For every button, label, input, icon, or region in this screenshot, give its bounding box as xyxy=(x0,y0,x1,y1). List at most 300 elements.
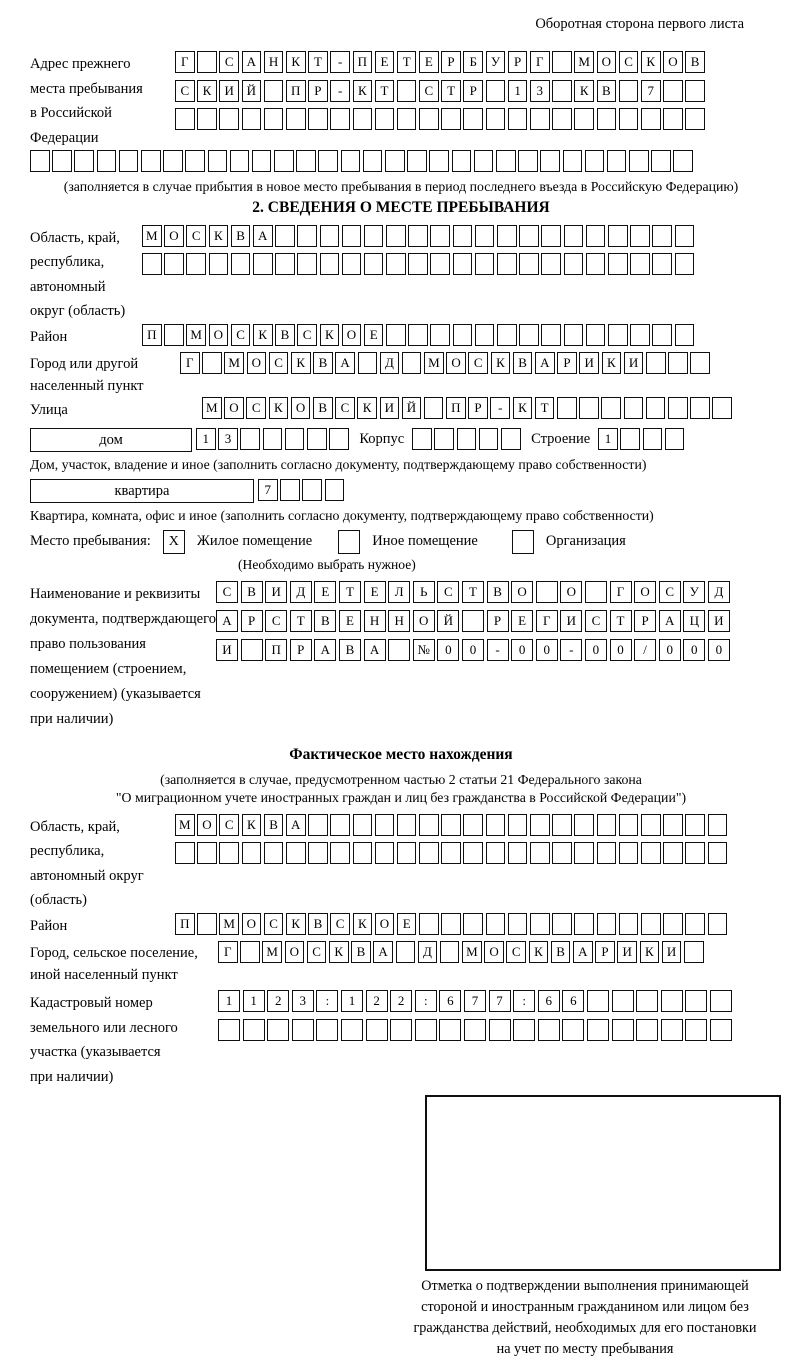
char-box xyxy=(530,913,550,935)
char-box xyxy=(690,352,710,374)
char-box xyxy=(302,479,322,501)
region-rows xyxy=(142,225,772,282)
char-box xyxy=(486,814,506,836)
char-box: К xyxy=(286,51,306,73)
char-box xyxy=(342,253,362,275)
char-box xyxy=(264,80,284,102)
char-box: В xyxy=(685,51,705,73)
char-box: О xyxy=(342,324,362,346)
char-box xyxy=(419,842,439,864)
char-box: 0 xyxy=(437,639,459,661)
char-box: А xyxy=(216,610,238,632)
char-box xyxy=(562,1019,584,1041)
title-document-row-3 xyxy=(216,639,772,661)
char-box xyxy=(710,1019,732,1041)
char-box xyxy=(661,990,683,1012)
char-box: С xyxy=(265,610,287,632)
factual-note-2: "О миграционном учете иностранных граждан и лиц без гражданства в Российской Федерации") xyxy=(115,789,687,805)
char-box: В xyxy=(264,814,284,836)
label-line: в Российской xyxy=(30,105,112,121)
char-box xyxy=(463,842,483,864)
char-box xyxy=(564,225,584,247)
char-box xyxy=(164,324,184,346)
factual-region-row-1 xyxy=(175,814,772,836)
char-box: К xyxy=(242,814,262,836)
char-box xyxy=(652,324,672,346)
stamp-area xyxy=(365,1095,800,1360)
char-box: А xyxy=(364,639,386,661)
char-box xyxy=(364,225,384,247)
char-box xyxy=(52,150,72,172)
char-box: Т xyxy=(375,80,395,102)
char-box xyxy=(330,842,350,864)
char-box xyxy=(646,397,666,419)
char-box xyxy=(375,814,395,836)
char-box xyxy=(375,842,395,864)
char-box xyxy=(275,253,295,275)
stay-type-option-org: Организация xyxy=(545,533,626,549)
factual-district-label: Район xyxy=(30,917,68,934)
char-box xyxy=(297,253,317,275)
char-box: Т xyxy=(535,397,555,419)
char-box xyxy=(564,324,584,346)
char-box xyxy=(630,324,650,346)
char-box: Н xyxy=(388,610,410,632)
char-box xyxy=(519,253,539,275)
label-line: Отметка о подтверждении выполнения принимающей xyxy=(421,1278,749,1294)
char-box xyxy=(612,990,634,1012)
char-box xyxy=(579,397,599,419)
char-box xyxy=(308,108,328,130)
char-box: С xyxy=(585,610,607,632)
char-box xyxy=(264,108,284,130)
char-box: В xyxy=(351,941,371,963)
char-box xyxy=(475,253,495,275)
char-box xyxy=(501,428,521,450)
char-box: В xyxy=(241,581,263,603)
char-box xyxy=(209,253,229,275)
char-box xyxy=(685,913,705,935)
char-box: П xyxy=(265,639,287,661)
char-box xyxy=(297,225,317,247)
char-box: 0 xyxy=(511,639,533,661)
char-box: К xyxy=(269,397,289,419)
char-box xyxy=(341,150,361,172)
char-box: 1 xyxy=(341,990,363,1012)
char-box xyxy=(663,913,683,935)
char-box xyxy=(620,428,640,450)
char-box xyxy=(668,397,688,419)
char-box: В xyxy=(308,913,328,935)
stroenie-label: Строение xyxy=(531,430,591,447)
char-box xyxy=(407,150,427,172)
char-box: И xyxy=(579,352,599,374)
char-box xyxy=(325,479,345,501)
char-box xyxy=(612,1019,634,1041)
char-box xyxy=(557,397,577,419)
char-box xyxy=(274,150,294,172)
char-box: 0 xyxy=(708,639,730,661)
char-box xyxy=(685,80,705,102)
char-box: О xyxy=(511,581,533,603)
house-cells xyxy=(196,428,351,450)
apartment-cells xyxy=(258,479,347,501)
label-line: республика, xyxy=(30,254,105,270)
char-box: Н xyxy=(364,610,386,632)
char-box xyxy=(586,253,606,275)
label-line: автономный округ xyxy=(30,867,144,884)
char-box xyxy=(141,150,161,172)
char-box xyxy=(197,108,217,130)
char-box: А xyxy=(573,941,593,963)
char-box xyxy=(552,80,572,102)
char-box xyxy=(475,225,495,247)
char-box xyxy=(308,814,328,836)
char-box xyxy=(552,108,572,130)
char-box xyxy=(475,324,495,346)
char-box: П xyxy=(142,324,162,346)
char-box: Й xyxy=(402,397,422,419)
char-box xyxy=(363,150,383,172)
char-box xyxy=(452,150,472,172)
char-box: Е xyxy=(397,913,417,935)
label-line: округ (область) xyxy=(30,303,126,319)
factual-city-label xyxy=(30,941,218,986)
char-box xyxy=(440,941,460,963)
char-box xyxy=(412,428,432,450)
char-box: Т xyxy=(290,610,312,632)
title-document-row-1 xyxy=(216,581,772,603)
char-box xyxy=(441,913,461,935)
label-line: Федерации xyxy=(30,129,99,146)
char-box xyxy=(685,990,707,1012)
label-line: на учет по месту пребывания xyxy=(496,1341,674,1357)
char-box xyxy=(538,1019,560,1041)
char-box xyxy=(463,814,483,836)
previous-address-row-1 xyxy=(175,51,772,73)
label-line: Область, край, xyxy=(30,229,120,246)
char-box: В xyxy=(339,639,361,661)
char-box xyxy=(375,108,395,130)
previous-address-rows xyxy=(175,51,772,137)
char-box: О xyxy=(560,581,582,603)
title-document-row-2 xyxy=(216,610,772,632)
char-box xyxy=(316,1019,338,1041)
char-box xyxy=(415,1019,437,1041)
char-box xyxy=(564,253,584,275)
char-box xyxy=(619,108,639,130)
char-box: П xyxy=(446,397,466,419)
previous-address-block xyxy=(30,51,772,150)
char-box xyxy=(286,842,306,864)
char-box xyxy=(286,108,306,130)
char-box xyxy=(341,1019,363,1041)
char-box xyxy=(366,1019,388,1041)
char-box xyxy=(463,913,483,935)
char-box xyxy=(441,814,461,836)
char-box: Д xyxy=(290,581,312,603)
char-box: Р xyxy=(290,639,312,661)
label-line: право пользования xyxy=(30,635,146,652)
char-box xyxy=(462,610,484,632)
char-box xyxy=(330,814,350,836)
char-box: О xyxy=(164,225,184,247)
char-box xyxy=(541,225,561,247)
char-box xyxy=(586,225,606,247)
char-box xyxy=(673,150,693,172)
char-box xyxy=(353,108,373,130)
factual-note-1: (заполняется в случае, предусмотренном частью 2 статьи 21 Федерального закона xyxy=(160,771,642,787)
char-box: И xyxy=(380,397,400,419)
char-box xyxy=(253,253,273,275)
char-box xyxy=(364,253,384,275)
char-box: - xyxy=(330,80,350,102)
char-box: С xyxy=(307,941,327,963)
char-box: Т xyxy=(462,581,484,603)
char-box: К xyxy=(353,80,373,102)
char-box: М xyxy=(424,352,444,374)
label-line: Область, край, xyxy=(30,818,120,835)
char-box xyxy=(457,428,477,450)
char-box xyxy=(530,842,550,864)
label-line: земельного или лесного xyxy=(30,1019,178,1036)
char-box: М xyxy=(186,324,206,346)
char-box xyxy=(641,842,661,864)
char-box: К xyxy=(529,941,549,963)
street-label: Улица xyxy=(30,402,68,418)
char-box: К xyxy=(253,324,273,346)
char-box xyxy=(641,108,661,130)
char-box: Р xyxy=(241,610,263,632)
char-box xyxy=(275,225,295,247)
char-box xyxy=(430,225,450,247)
char-box xyxy=(497,253,517,275)
label-line: Адрес прежнего xyxy=(30,56,131,72)
char-box: Ь xyxy=(413,581,435,603)
char-box: П xyxy=(286,80,306,102)
char-box xyxy=(684,941,704,963)
char-box: О xyxy=(484,941,504,963)
char-box: 0 xyxy=(462,639,484,661)
char-box: Д xyxy=(708,581,730,603)
char-box: А xyxy=(335,352,355,374)
char-box: В xyxy=(487,581,509,603)
region-label xyxy=(30,225,142,324)
char-box: Д xyxy=(418,941,438,963)
char-box: С xyxy=(437,581,459,603)
char-box: М xyxy=(262,941,282,963)
char-box: К xyxy=(320,324,340,346)
char-box xyxy=(508,108,528,130)
char-box xyxy=(386,225,406,247)
char-box: 6 xyxy=(562,990,584,1012)
char-box: Р xyxy=(634,610,656,632)
char-box: С xyxy=(175,80,195,102)
factual-region-block xyxy=(30,814,772,913)
char-box xyxy=(241,639,263,661)
char-box xyxy=(419,913,439,935)
label-line: документа, подтверждающего xyxy=(30,610,216,627)
char-box: Е xyxy=(339,610,361,632)
char-box: В xyxy=(597,80,617,102)
char-box xyxy=(280,479,300,501)
stay-type-option-zhiloe: Жилое помещение xyxy=(196,533,313,549)
char-box: О xyxy=(375,913,395,935)
district-row xyxy=(142,324,772,346)
char-box: Г xyxy=(180,352,200,374)
char-box xyxy=(434,428,454,450)
region-row-2 xyxy=(142,253,772,275)
char-box: 7 xyxy=(489,990,511,1012)
char-box: 1 xyxy=(243,990,265,1012)
char-box: О xyxy=(291,397,311,419)
char-box: - xyxy=(330,51,350,73)
char-box: В xyxy=(313,397,333,419)
char-box xyxy=(463,108,483,130)
char-box: С xyxy=(246,397,266,419)
char-box xyxy=(429,150,449,172)
char-box xyxy=(619,80,639,102)
char-box xyxy=(386,324,406,346)
korpus-cells xyxy=(412,428,523,450)
char-box: 3 xyxy=(292,990,314,1012)
char-box: С xyxy=(619,51,639,73)
char-box xyxy=(385,150,405,172)
char-box: Г xyxy=(218,941,238,963)
char-box xyxy=(320,225,340,247)
char-box: Г xyxy=(536,610,558,632)
char-box xyxy=(329,428,349,450)
char-box: Р xyxy=(441,51,461,73)
char-box xyxy=(486,842,506,864)
checkbox-organizatsiya xyxy=(512,530,534,554)
char-box: В xyxy=(314,610,336,632)
char-box xyxy=(608,225,628,247)
char-box xyxy=(486,913,506,935)
char-box: О xyxy=(224,397,244,419)
label-line: населенный пункт xyxy=(30,378,144,394)
cadastre-row-2 xyxy=(218,1019,772,1041)
char-box: Л xyxy=(388,581,410,603)
label-line: при наличии) xyxy=(30,710,114,727)
char-box xyxy=(285,428,305,450)
char-box xyxy=(574,842,594,864)
char-box: Й xyxy=(437,610,459,632)
char-box xyxy=(119,150,139,172)
char-box: В xyxy=(513,352,533,374)
char-box: С xyxy=(297,324,317,346)
char-box: У xyxy=(683,581,705,603)
char-box xyxy=(574,814,594,836)
char-box xyxy=(439,1019,461,1041)
char-box xyxy=(608,253,628,275)
char-box xyxy=(601,397,621,419)
char-box: О xyxy=(247,352,267,374)
char-box xyxy=(710,990,732,1012)
char-box: С xyxy=(264,913,284,935)
char-box: Г xyxy=(530,51,550,73)
char-box xyxy=(675,324,695,346)
char-box: - xyxy=(560,639,582,661)
factual-city-block xyxy=(30,941,772,986)
char-box: М xyxy=(202,397,222,419)
section2-title: 2. СВЕДЕНИЯ О МЕСТЕ ПРЕБЫВАНИЯ xyxy=(252,198,550,216)
char-box: С xyxy=(330,913,350,935)
char-box: : xyxy=(513,990,535,1012)
char-box xyxy=(464,1019,486,1041)
char-box xyxy=(552,842,572,864)
char-box: Р xyxy=(557,352,577,374)
char-box xyxy=(685,842,705,864)
char-box xyxy=(242,108,262,130)
char-box: С xyxy=(335,397,355,419)
char-box xyxy=(419,108,439,130)
label-line: сооружением) (указывается xyxy=(30,685,201,702)
char-box xyxy=(386,253,406,275)
char-box xyxy=(641,814,661,836)
char-box xyxy=(397,814,417,836)
title-document-block xyxy=(30,581,772,732)
char-box: Е xyxy=(314,581,336,603)
char-box xyxy=(624,397,644,419)
label-line: Город или другой xyxy=(30,356,139,372)
char-box xyxy=(661,1019,683,1041)
char-box: О xyxy=(242,913,262,935)
char-box xyxy=(486,80,506,102)
char-box: К xyxy=(209,225,229,247)
char-box xyxy=(390,1019,412,1041)
char-box: А xyxy=(659,610,681,632)
char-box: Ц xyxy=(683,610,705,632)
stay-type-note: (Необходимо выбрать нужное) xyxy=(238,556,416,572)
char-box: Е xyxy=(364,324,384,346)
char-box xyxy=(240,428,260,450)
char-box xyxy=(231,253,251,275)
char-box: Т xyxy=(441,80,461,102)
char-box xyxy=(486,108,506,130)
apartment-field-label: квартира xyxy=(30,479,254,503)
char-box: К xyxy=(513,397,533,419)
char-box xyxy=(397,842,417,864)
char-box: О xyxy=(197,814,217,836)
char-box xyxy=(636,1019,658,1041)
house-field-label: дом xyxy=(30,428,192,452)
char-box xyxy=(708,814,728,836)
char-box xyxy=(597,913,617,935)
char-box xyxy=(690,397,710,419)
char-box xyxy=(453,324,473,346)
stroenie-cells xyxy=(598,428,687,450)
char-box xyxy=(430,253,450,275)
char-box: 3 xyxy=(218,428,238,450)
char-box xyxy=(453,225,473,247)
char-box xyxy=(74,150,94,172)
char-box xyxy=(243,1019,265,1041)
char-box: Т xyxy=(339,581,361,603)
char-box: : xyxy=(316,990,338,1012)
char-box: 7 xyxy=(641,80,661,102)
char-box xyxy=(663,80,683,102)
char-box xyxy=(541,324,561,346)
label-line: Город, сельское поселение, xyxy=(30,945,198,961)
char-box: Й xyxy=(242,80,262,102)
char-box: И xyxy=(624,352,644,374)
char-box: О xyxy=(663,51,683,73)
char-box xyxy=(424,397,444,419)
char-box: Р xyxy=(595,941,615,963)
char-box: Р xyxy=(508,51,528,73)
char-box: И xyxy=(662,941,682,963)
